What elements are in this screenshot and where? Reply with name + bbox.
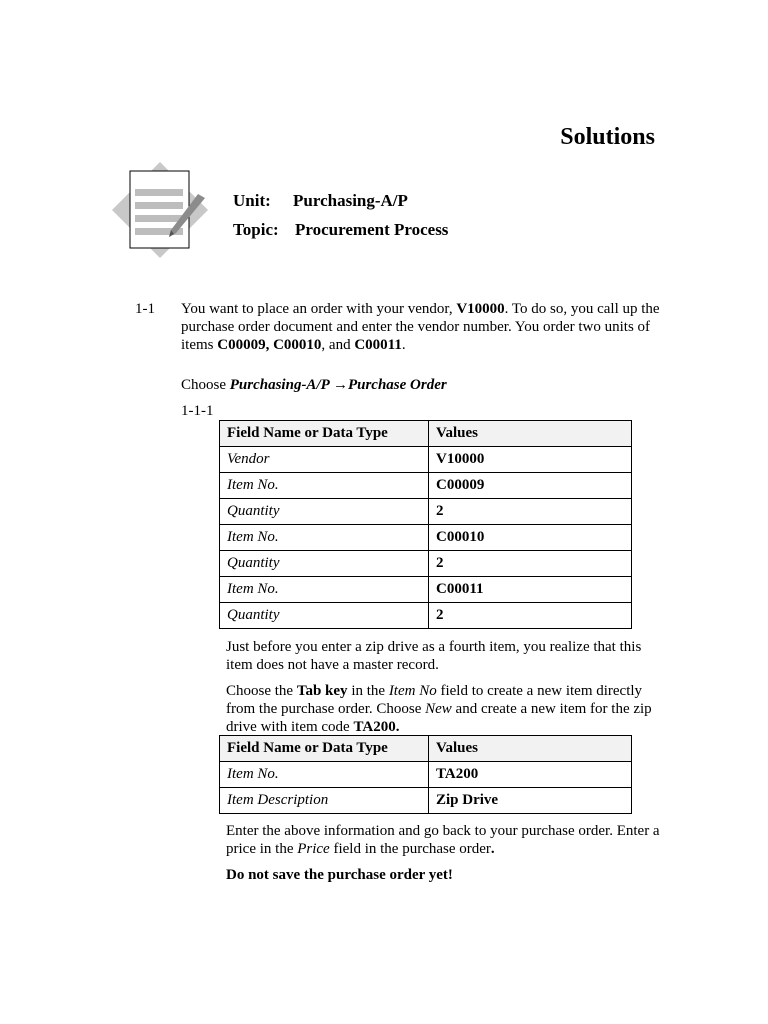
exercise-vendor: V10000 [456,301,505,317]
new-term: New [425,701,452,717]
instruction-text: Enter the above information and go back to your purchase order. Enter a price in the [226,823,660,857]
exercise-item-last: C00011 [354,337,402,353]
value-cell: 2 [429,551,632,577]
item-code: TA200. [353,719,400,735]
table-row [220,577,632,603]
table-row [220,788,632,814]
field-name-cell: Quantity [220,551,429,577]
field-name-cell: Quantity [220,603,429,629]
field-name-cell: Item Description [220,788,429,814]
field-name-cell: Vendor [220,447,429,473]
field-name-cell: Item No. [220,525,429,551]
topic-value: Procurement Process [295,219,449,239]
unit-value: Purchasing-A/P [293,190,408,210]
topic-row [233,215,448,244]
value-cell: C00009 [429,473,632,499]
new-item-table [219,735,632,814]
item-no-term: Item No [388,683,437,699]
exercise-text: You want to place an order with your vendor, [181,301,457,317]
zip-drive-note: Just before you enter a zip drive as a fourth item, you realize that this item does not have a master record. [226,639,642,673]
instruction-text: field in the purchase order [329,841,491,857]
menu-path-instruction [181,376,447,394]
exercise-items: C00009, C00010 [217,337,322,353]
value-cell: TA200 [429,762,632,788]
table-row [220,473,632,499]
unit-label: Unit: [233,190,271,210]
exercise-text: . [401,337,406,353]
field-name-cell: Item No. [220,762,429,788]
table-row [220,499,632,525]
value-cell: V10000 [429,447,632,473]
value-cell: C00011 [429,577,632,603]
value-cell: C00010 [429,525,632,551]
step-number: 1-1-1 [181,403,214,419]
topic-label: Topic: [233,219,279,239]
instruction-text: in the [347,683,389,699]
menu-path: Purchasing-A/P →Purchase Order [229,377,447,393]
choose-prefix: Choose [181,377,230,393]
field-name-cell: Item No. [220,577,429,603]
unit-row [233,186,448,215]
instruction-text: Choose the [226,683,297,699]
table-header-row [220,736,632,762]
vendor-items-table [219,420,632,629]
field-name-cell: Item No. [220,473,429,499]
column-header: Field Name or Data Type [220,736,429,762]
column-header: Field Name or Data Type [220,421,429,447]
instruction-text: . [490,841,495,857]
column-header: Values [429,736,632,762]
column-header: Values [429,421,632,447]
field-name-cell: Quantity [220,499,429,525]
table-row [220,762,632,788]
exercise-text: . To do so, you call up the purchase order document and enter the vendor number. You order two units of items [181,301,660,353]
value-cell: 2 [429,499,632,525]
create-item-instruction [226,682,666,736]
instruction-text: and create a new item for the zip drive with item code [226,701,652,735]
table-header-row [220,421,632,447]
exercise-number: 1-1 [135,301,155,317]
page-title: Solutions [560,124,655,150]
table-row [220,525,632,551]
value-cell: 2 [429,603,632,629]
value-cell: Zip Drive [429,788,632,814]
exercise-description [181,300,661,354]
table-row [220,603,632,629]
table-row [220,551,632,577]
unit-topic-block [233,186,448,244]
warning-note: Do not save the purchase order yet! [226,867,453,883]
instruction-text: field to create a new item directly from the purchase order. Choose [226,683,643,717]
table-row [220,447,632,473]
tab-key-term: Tab key [296,683,348,699]
price-term: Price [297,841,330,857]
price-instruction [226,822,666,858]
exercise-text: , and [321,337,355,353]
document-pen-icon [110,160,210,260]
